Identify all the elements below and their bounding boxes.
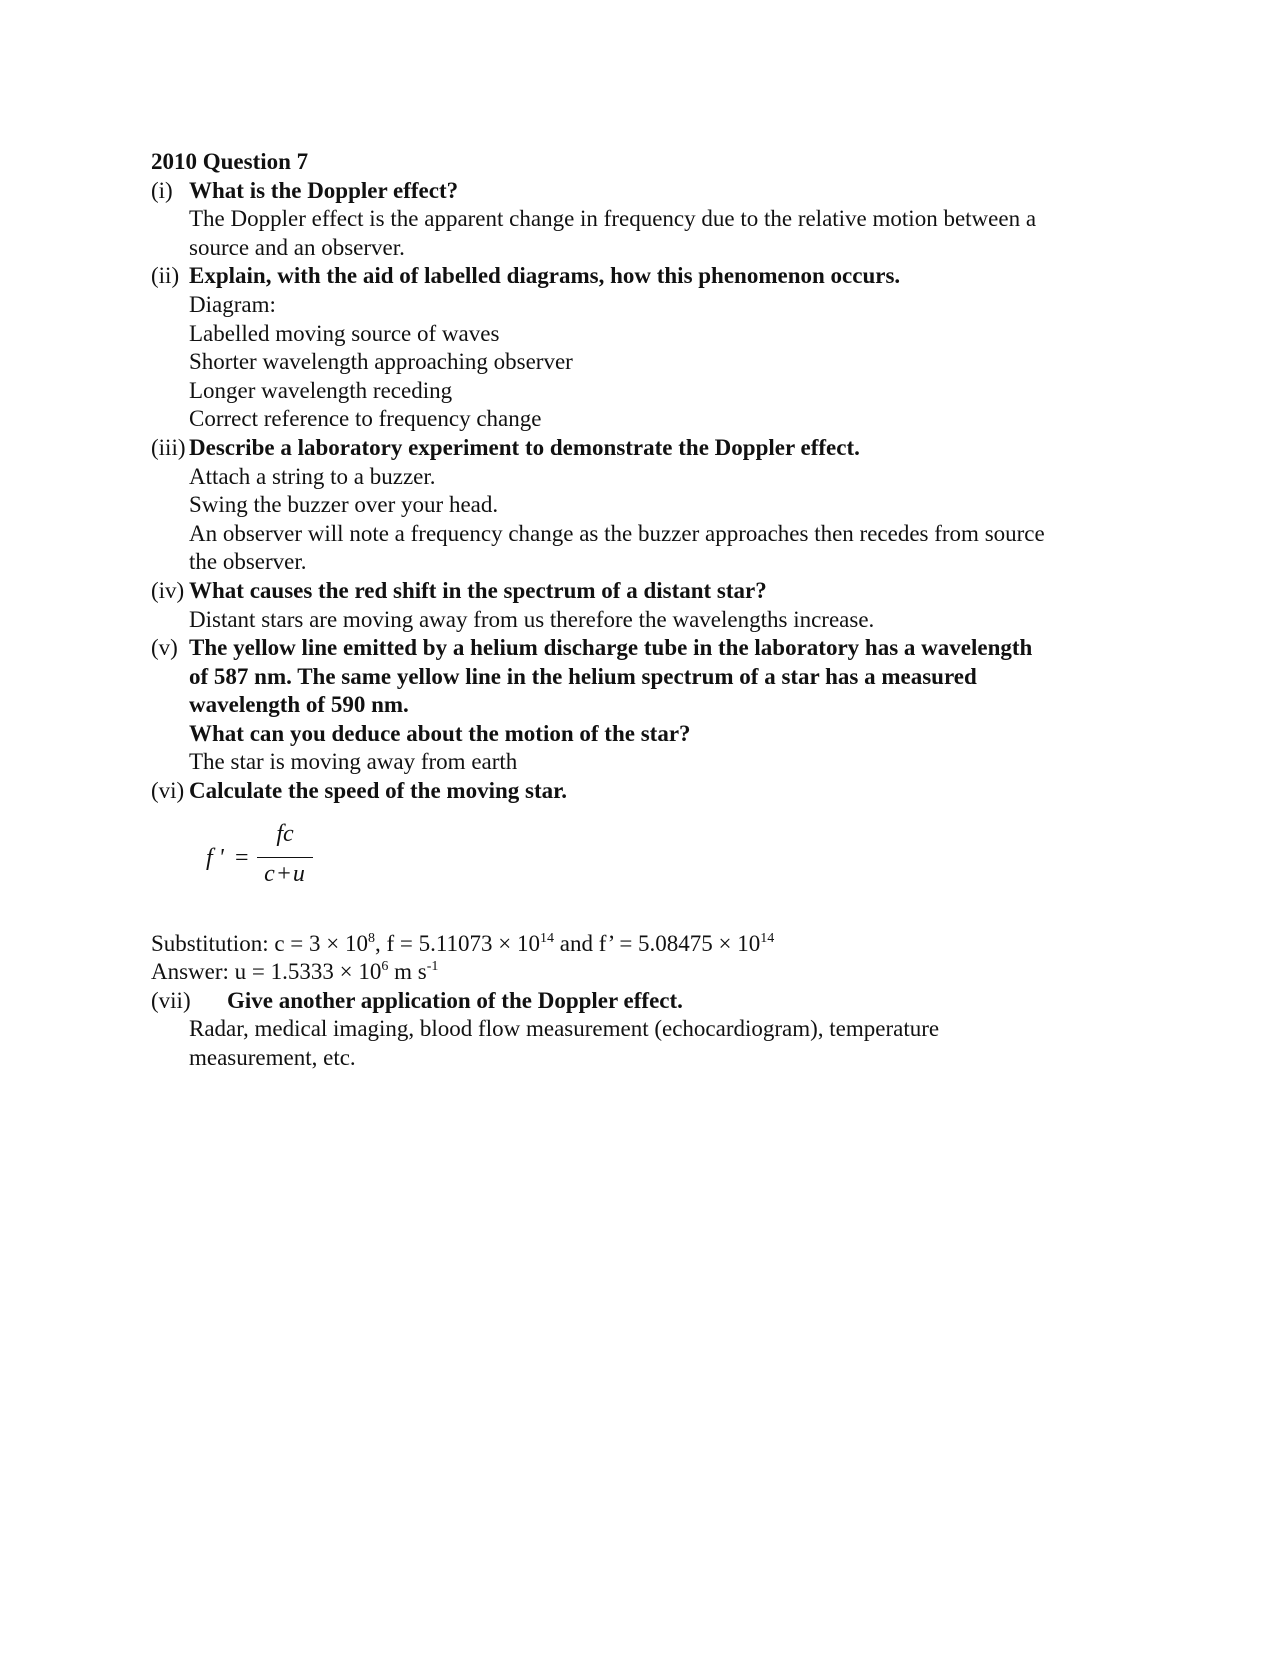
answer-label: Answer: u = 1.5333 × 10 — [151, 959, 382, 985]
c-exponent: 8 — [367, 930, 375, 946]
answer-line: Attach a string to a buzzer. — [189, 463, 436, 489]
question-v — [151, 634, 1151, 777]
question-text: What is the Doppler effect? — [189, 177, 459, 203]
formula-lhs: f ' — [206, 844, 224, 871]
question-text: Explain, with the aid of labelled diagrams, how this phenomenon occurs. — [189, 263, 901, 289]
question-iv — [151, 577, 1151, 634]
answer-line: Longer wavelength receding — [189, 377, 453, 403]
question-text: wavelength of 590 nm. — [189, 692, 409, 718]
answer-text: source and an observer. — [189, 234, 405, 260]
answer-text: The Doppler effect is the apparent change in frequency due to the relative motion between a — [189, 206, 1037, 232]
page-title: 2010 Question 7 — [151, 149, 309, 174]
substitution-f: , f = 5.11073 × 10 — [374, 930, 540, 956]
answer-line: Correct reference to frequency change — [189, 406, 542, 432]
question-number: (vi) — [151, 778, 185, 804]
answer-unit: m s — [388, 959, 427, 985]
f-exponent: 14 — [539, 930, 554, 946]
answer-line: Labelled moving source of waves — [189, 320, 500, 346]
doppler-formula — [151, 820, 1151, 912]
question-i — [151, 177, 1151, 263]
question-number: (iv) — [151, 577, 185, 603]
substitution-label: Substitution: c = 3 × 10 — [151, 930, 368, 956]
document-page — [151, 148, 1151, 1073]
answer-line: Swing the buzzer over your head. — [189, 492, 499, 518]
question-vii — [151, 987, 1151, 1016]
question-vii-answer — [151, 1015, 1151, 1072]
question-text: Describe a laboratory experiment to demonstrate the Doppler effect. — [189, 434, 860, 460]
question-text: Calculate the speed of the moving star. — [189, 778, 567, 804]
question-number: (iii) — [151, 434, 186, 460]
question-number: (vii) — [151, 987, 191, 1013]
answer-line: Shorter wavelength approaching observer — [189, 349, 573, 375]
question-vi — [151, 777, 1151, 806]
formula-numerator: fc — [276, 820, 294, 847]
question-text: Give another application of the Doppler effect. — [227, 987, 683, 1013]
formula-equals: = — [235, 844, 249, 871]
question-text: What causes the red shift in the spectrum of a distant star? — [189, 577, 767, 603]
fraction-bar — [257, 857, 313, 858]
unit-exponent: -1 — [426, 959, 439, 975]
answer-text: Radar, medical imaging, blood flow measurement (echocardiogram), temperature — [189, 1016, 940, 1042]
question-number: (ii) — [151, 263, 180, 289]
answer-text: The star is moving away from earth — [189, 749, 518, 775]
substitution-fprime: and f’ = 5.08475 × 10 — [553, 930, 761, 956]
fprime-exponent: 14 — [760, 930, 775, 946]
answer-exponent: 6 — [381, 959, 389, 975]
question-text: The yellow line emitted by a helium discharge tube in the laboratory has a wavelength — [189, 635, 1033, 661]
question-text: What can you deduce about the motion of the star? — [189, 720, 691, 746]
question-iii — [151, 434, 1151, 577]
answer-text: Distant stars are moving away from us therefore the wavelengths increase. — [189, 606, 875, 632]
answer-line: the observer. — [189, 549, 307, 575]
formula-denominator: c+u — [264, 860, 306, 887]
answer-line: Diagram: — [189, 291, 276, 317]
substitution-line — [151, 930, 1151, 959]
question-number: (i) — [151, 177, 173, 203]
answer-line: An observer will note a frequency change as the buzzer approaches then recedes from source — [189, 520, 1045, 546]
question-text: of 587 nm. The same yellow line in the helium spectrum of a star has a measured — [189, 663, 977, 689]
question-ii — [151, 262, 1151, 434]
answer-text: measurement, etc. — [189, 1045, 356, 1071]
answer-line — [151, 958, 1151, 987]
question-number: (v) — [151, 635, 178, 661]
